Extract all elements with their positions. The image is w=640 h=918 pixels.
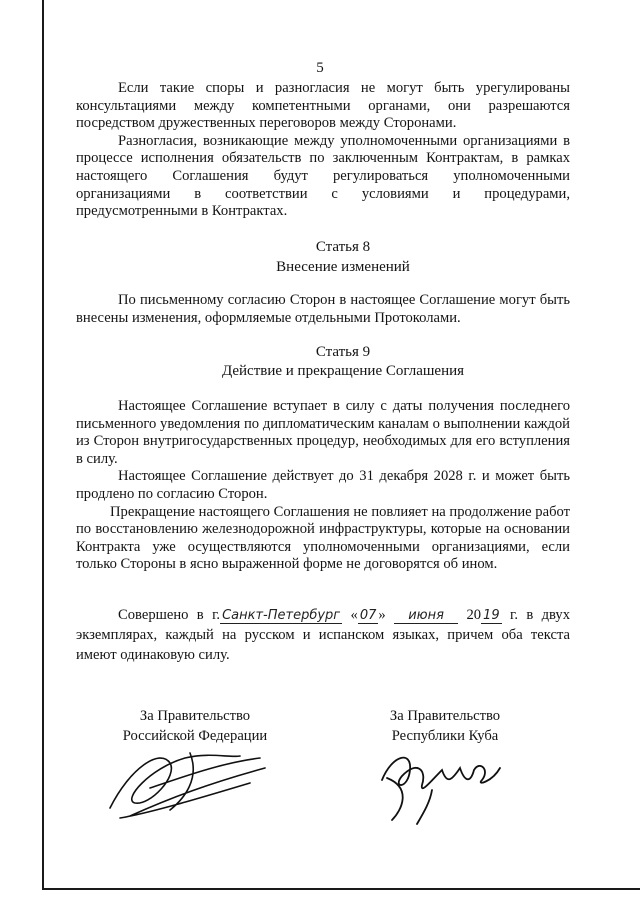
handwritten-month: июня (394, 609, 458, 624)
article-8-number: Статья 8 (315, 239, 371, 255)
completion-prefix: Совершено в г. (118, 607, 221, 623)
article-8-title: Внесение изменений (276, 259, 410, 275)
signature-label-line2: Российской Федерации (122, 728, 268, 744)
close-quote: » (378, 607, 386, 623)
open-quote: « (350, 607, 358, 623)
article-9-body (76, 398, 570, 574)
article-8-body (76, 292, 570, 327)
completion-rest: г. в двух экземплярах, каждый на русском и испанском языках, причем оба текста имеют одинаковую силу. (76, 607, 571, 663)
signature-label-line1: За Правительство (139, 708, 251, 724)
paragraph: Прекращение настоящего Соглашения не повлияет на продолжение работ по восстановлению железнодорожной инфраструктуры, которые на основании Контракта уже осуществляются уполномоченными организациями, если только Стороны в ясно выраженной форме не договорятся об ином. (76, 503, 570, 573)
signature-russia-image (90, 728, 280, 828)
completion-clause (76, 605, 570, 665)
year-prefix: 20 (466, 607, 482, 623)
paragraph: Если такие споры и разногласия не могут быть урегулированы консультациями между компетентными органами, они разрешаются посредством дружественных переговоров между Сторонами. (76, 80, 570, 132)
paragraph: Настоящее Соглашение действует до 31 декабря 2028 г. и может быть продлено по согласию Сторон. (76, 468, 570, 502)
page-border-left (42, 0, 44, 890)
page-number: 5 (316, 60, 324, 76)
article-9-title: Действие и прекращение Соглашения (221, 363, 465, 379)
signature-label-line1: За Правительство (389, 708, 501, 724)
paragraph: Разногласия, возникающие между уполномоченными организациями в процессе исполнения обязательств по заключенным Контрактам, в рамках настоящего Соглашения будут регулироваться уполномоченными организациями в соответствии с условиями и процедурами, предусмотренными в Контрактах. (76, 132, 570, 220)
top-paragraphs (76, 80, 570, 221)
paragraph: По письменному согласию Сторон в настоящее Соглашение могут быть внесены изменения, оформляемые отдельными Протоколами. (76, 292, 570, 326)
page-border-bottom (42, 888, 640, 890)
signature-cuba-image (372, 740, 512, 830)
handwritten-day: 07 (359, 608, 377, 623)
signature-label-line2: Республики Куба (391, 728, 499, 744)
article-9-number: Статья 9 (315, 344, 371, 360)
paragraph: Настоящее Соглашение вступает в силу с даты получения последнего письменного уведомления по дипломатическим каналам о выполнении каждой из Сторон внутригосударственных процедур, необходимых для его вступления в силу. (76, 398, 570, 467)
handwritten-city: Санкт-Петербург (222, 608, 341, 623)
handwritten-year: 19 (483, 608, 500, 623)
